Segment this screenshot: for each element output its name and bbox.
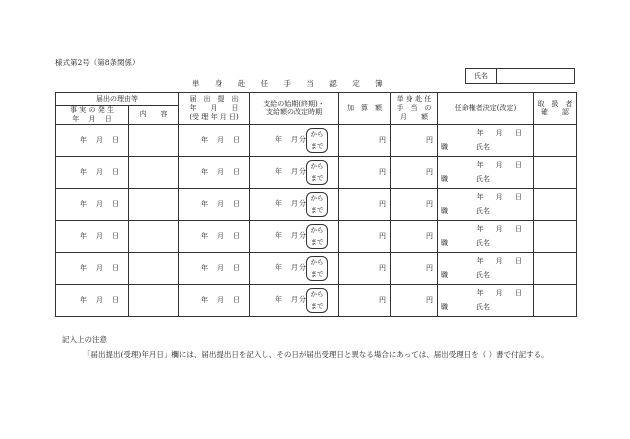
period-month: 年 月分	[275, 167, 307, 176]
content-cell[interactable]	[129, 156, 179, 188]
appointer-date: 年 月 日	[476, 160, 523, 169]
table-body	[56, 124, 577, 316]
name-label: 氏名	[476, 206, 490, 215]
notes-body: 「届出提出(受理)年月日」欄には、届出提出日を記入し、その日が届出受理日と異なる場合にあっては、届出受理日を（ ）書で付記する。	[83, 350, 549, 359]
header-filing-line3: (受 理 年 月 日)	[189, 112, 239, 121]
until-label: まで	[310, 173, 324, 182]
until-label: まで	[310, 269, 324, 278]
header-period-line2: 支給額の改定時期	[266, 108, 322, 117]
appointer-cell[interactable]	[438, 284, 534, 316]
monthly-allowance-cell[interactable]: 円	[391, 124, 438, 156]
table-row	[56, 188, 577, 220]
header-filing-date	[179, 93, 250, 125]
filing-date-cell[interactable]: 年 月 日	[179, 156, 250, 188]
appointer-date: 年 月 日	[476, 224, 523, 233]
header-occurrence-date	[56, 106, 129, 125]
header-occurrence-line2: 年 月 日	[72, 114, 112, 123]
form-title: 単 身 赴 任 手 当 認 定 簿	[192, 79, 390, 88]
name-box	[465, 68, 575, 84]
from-until-bracket	[306, 224, 328, 249]
header-handler-line1: 取 扱 者	[537, 99, 573, 108]
monthly-allowance-cell[interactable]: 円	[391, 284, 438, 316]
post-label: 職	[441, 302, 448, 311]
post-label: 職	[441, 238, 448, 247]
handler-cell[interactable]	[534, 252, 577, 284]
name-label: 氏名	[466, 69, 497, 83]
occurrence-date-cell[interactable]: 年 月 日	[56, 220, 129, 252]
period-month: 年 月分	[275, 263, 307, 272]
filing-date-cell[interactable]: 年 月 日	[179, 252, 250, 284]
header-allowance-line3: 月 額	[400, 112, 428, 121]
period-cell[interactable]	[250, 188, 339, 220]
monthly-allowance-cell[interactable]: 円	[391, 188, 438, 220]
content-cell[interactable]	[129, 284, 179, 316]
period-cell[interactable]	[250, 284, 339, 316]
appointer-date: 年 月 日	[476, 128, 523, 137]
until-label: まで	[310, 141, 324, 150]
header-content: 内 容	[129, 106, 179, 125]
until-label: まで	[310, 301, 324, 310]
header-filing-line2: 年 月 日	[189, 103, 239, 112]
content-cell[interactable]	[129, 252, 179, 284]
filing-date-cell[interactable]: 年 月 日	[179, 220, 250, 252]
from-until-bracket	[306, 128, 328, 153]
name-label: 氏名	[476, 142, 490, 151]
from-label: から	[310, 226, 324, 235]
addition-cell[interactable]: 円	[339, 220, 391, 252]
handler-cell[interactable]	[534, 284, 577, 316]
header-addition: 加 算 額	[339, 93, 391, 125]
handler-cell[interactable]	[534, 188, 577, 220]
name-field[interactable]	[497, 69, 574, 83]
header-handler	[534, 93, 577, 125]
from-until-bracket	[306, 160, 328, 185]
addition-cell[interactable]: 円	[339, 124, 391, 156]
table-row	[56, 284, 577, 316]
occurrence-date-cell[interactable]: 年 月 日	[56, 156, 129, 188]
appointer-cell[interactable]	[438, 252, 534, 284]
addition-cell[interactable]: 円	[339, 252, 391, 284]
filing-date-cell[interactable]: 年 月 日	[179, 124, 250, 156]
from-until-bracket	[306, 288, 328, 313]
period-month: 年 月分	[275, 295, 307, 304]
occurrence-date-cell[interactable]: 年 月 日	[56, 124, 129, 156]
from-label: から	[310, 290, 324, 299]
from-label: から	[310, 162, 324, 171]
name-label: 氏名	[476, 238, 490, 247]
monthly-allowance-cell[interactable]: 円	[391, 252, 438, 284]
appointer-date: 年 月 日	[476, 256, 523, 265]
addition-cell[interactable]: 円	[339, 284, 391, 316]
table-row	[56, 124, 577, 156]
header-period	[250, 93, 339, 125]
table-row	[56, 156, 577, 188]
monthly-allowance-cell[interactable]: 円	[391, 220, 438, 252]
addition-cell[interactable]: 円	[339, 156, 391, 188]
post-label: 職	[441, 174, 448, 183]
name-label: 氏名	[476, 174, 490, 183]
content-cell[interactable]	[129, 220, 179, 252]
header-allowance-line2: 手 当 の	[396, 103, 432, 112]
period-cell[interactable]	[250, 124, 339, 156]
form-number: 様式第2号（第8条関係）	[55, 58, 140, 67]
period-month: 年 月分	[275, 135, 307, 144]
header-appointer: 任命権者決定(改定)	[438, 93, 534, 125]
occurrence-date-cell[interactable]: 年 月 日	[56, 252, 129, 284]
header-occurrence-line1: 事 実 の 発 生	[70, 106, 114, 114]
header-reason-group: 届出の理由等	[56, 93, 179, 106]
appointer-cell[interactable]	[438, 124, 534, 156]
header-period-line1: 支給の始期(終期)・	[263, 99, 325, 108]
name-label: 氏名	[476, 302, 490, 311]
notes-title: 記入上の注意	[62, 335, 107, 344]
header-filing-line1: 届 出 提 出	[189, 95, 239, 104]
filing-date-cell[interactable]: 年 月 日	[179, 188, 250, 220]
appointer-date: 年 月 日	[476, 192, 523, 201]
from-label: から	[310, 130, 324, 139]
appointer-cell[interactable]	[438, 220, 534, 252]
occurrence-date-cell[interactable]: 年 月 日	[56, 284, 129, 316]
post-label: 職	[441, 270, 448, 279]
handler-cell[interactable]	[534, 220, 577, 252]
addition-cell[interactable]: 円	[339, 188, 391, 220]
appointer-cell[interactable]	[438, 188, 534, 220]
from-until-bracket	[306, 192, 328, 217]
content-cell[interactable]	[129, 124, 179, 156]
appointer-cell[interactable]	[438, 156, 534, 188]
table-row	[56, 220, 577, 252]
name-label: 氏名	[476, 270, 490, 279]
period-cell[interactable]	[250, 252, 339, 284]
content-cell[interactable]	[129, 188, 179, 220]
appointer-date: 年 月 日	[476, 288, 523, 297]
header-handler-line2: 確 認	[541, 108, 569, 117]
until-label: まで	[310, 205, 324, 214]
period-month: 年 月分	[275, 231, 307, 240]
until-label: まで	[310, 237, 324, 246]
header-allowance-line1: 単 身 赴 任	[396, 95, 432, 104]
table-row	[56, 252, 577, 284]
from-label: から	[310, 258, 324, 267]
from-until-bracket	[306, 256, 328, 281]
filing-date-cell[interactable]: 年 月 日	[179, 284, 250, 316]
monthly-allowance-cell[interactable]: 円	[391, 156, 438, 188]
post-label: 職	[441, 206, 448, 215]
handler-cell[interactable]	[534, 124, 577, 156]
handler-cell[interactable]	[534, 156, 577, 188]
period-cell[interactable]	[250, 156, 339, 188]
period-month: 年 月分	[275, 199, 307, 208]
header-monthly-allowance	[391, 93, 438, 125]
allowance-register-table	[55, 92, 577, 317]
occurrence-date-cell[interactable]: 年 月 日	[56, 188, 129, 220]
from-label: から	[310, 194, 324, 203]
post-label: 職	[441, 142, 448, 151]
period-cell[interactable]	[250, 220, 339, 252]
